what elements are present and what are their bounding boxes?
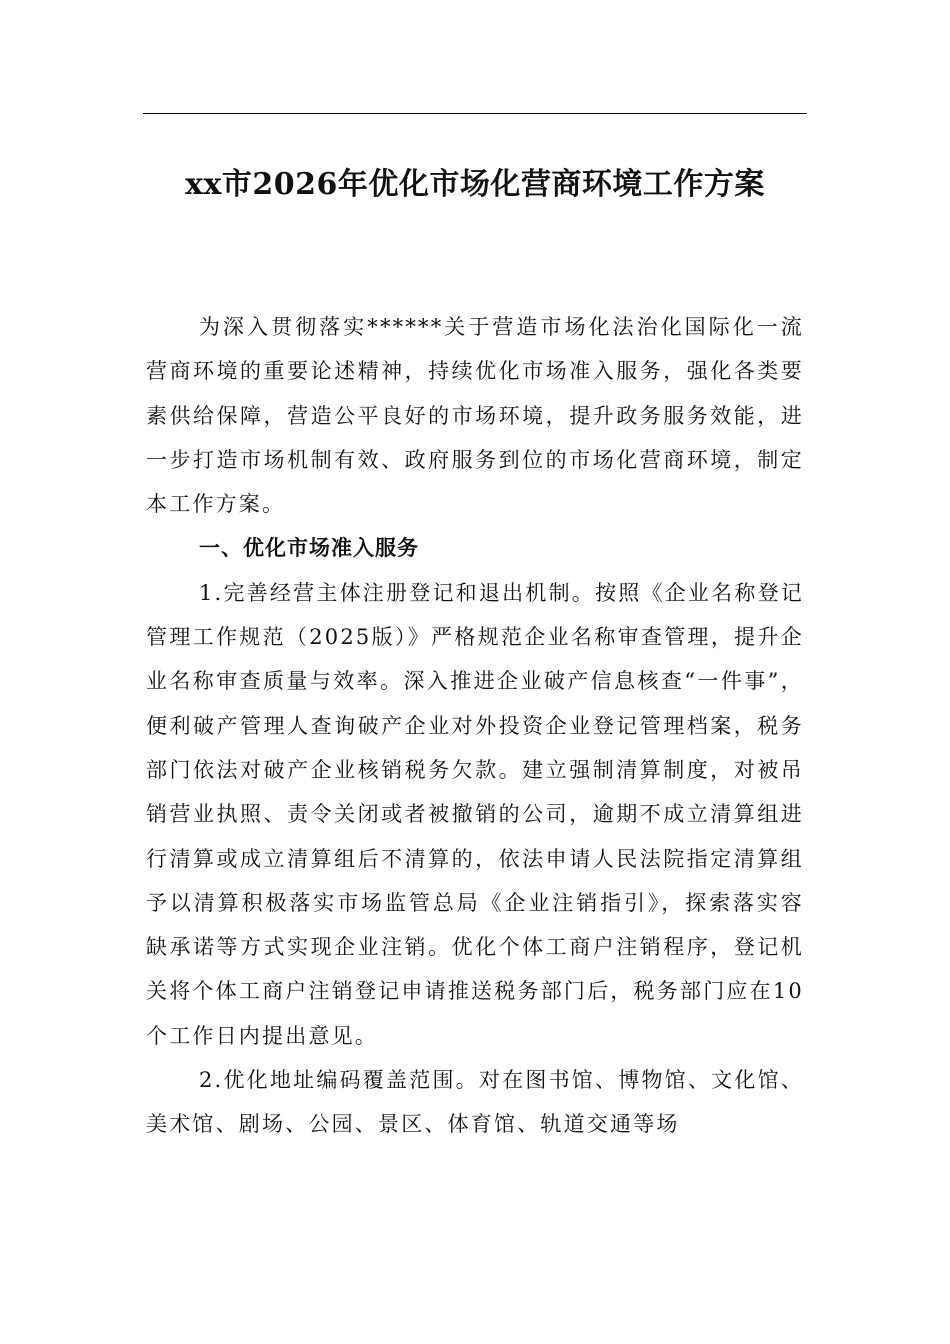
- header-rule: [143, 113, 807, 114]
- intro-paragraph: 为深入贯彻落实******关于营造市场化法治化国际化一流营商环境的重要论述精神，持续优化市场准入服务，强化各类要素供给保障，营造公平良好的市场环境，提升政务服务效能，进一步打造市场机制有效、政府服务到位的市场化营商环境，制定本工作方案。: [146, 315, 804, 517]
- section-heading: 一、优化市场准入服务: [199, 536, 419, 561]
- item-paragraph-1: 1.完善经营主体注册登记和退出机制。按照《企业名称登记管理工作规范（2025版）》严格规范企业名称审查管理，提升企业名称审查质量与效率。深入推进企业破产信息核查“一件事”，便利破产管理人查询破产企业对外投资企业登记管理档案，税务部门依法对破产企业核销税务欠款。建立强制清算制度，对被吊销营业执照、责令关闭或者被撤销的公司，逾期不成立清算组进行清算或成立清算组后不清算的，依法申请人民法院指定清算组予以清算积极落实市场监管总局《企业注销指引》，探索落实容缺承诺等方式实现企业注销。优化个体工商户注销程序，登记机关将个体工商户注销登记申请推送税务部门后，税务部门应在10个工作日内提出意见。: [146, 580, 804, 1048]
- document-title: xx市2026年优化市场化营商环境工作方案: [185, 167, 765, 202]
- item-paragraph-2: 2.优化地址编码覆盖范围。对在图书馆、博物馆、文化馆、美术馆、剧场、公园、景区、体育馆、轨道交通等场: [146, 1068, 804, 1137]
- document-body: [146, 305, 804, 1147]
